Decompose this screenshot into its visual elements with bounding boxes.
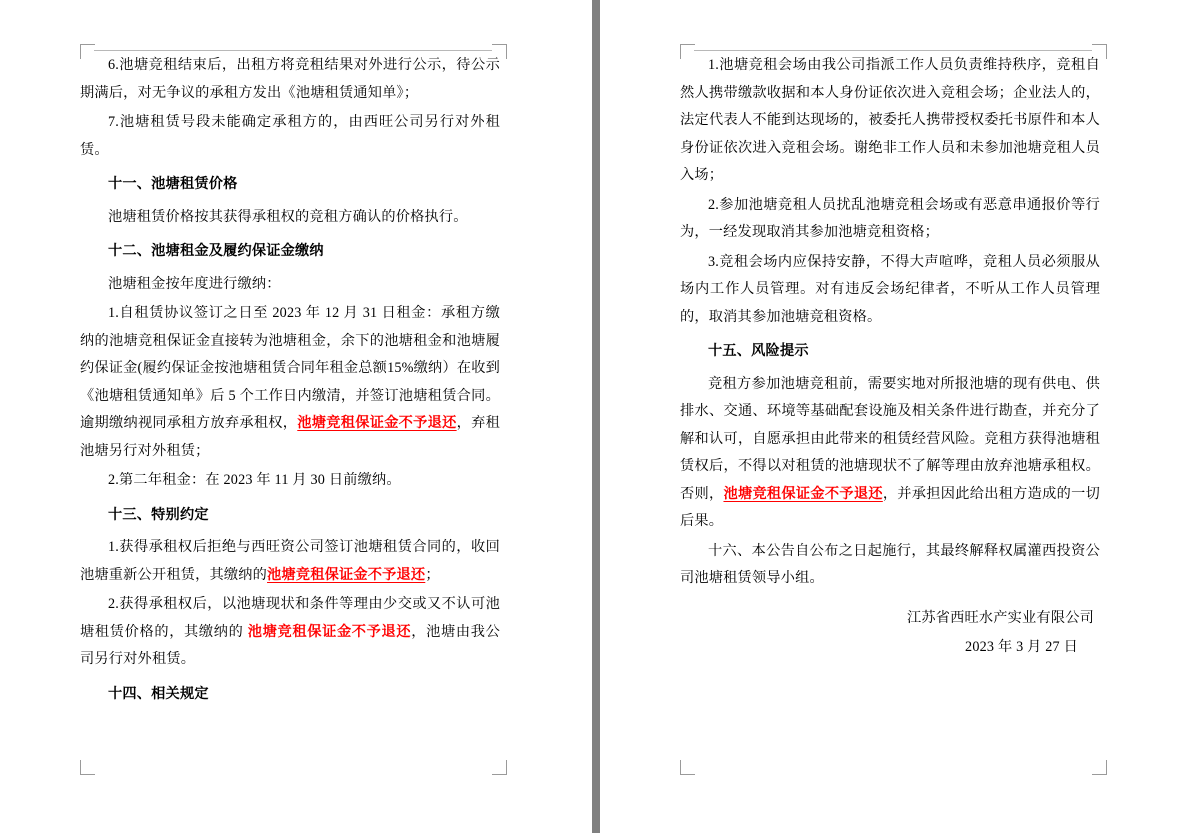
paragraph: 1.池塘竞租会场由我公司指派工作人员负责维持秩序，竞租自然人携带缴款收据和本人身份证依次进入竞租会场；企业法人的，法定代表人不能到达现场的，被委托人携带授权委托书原件和本人身份证依次进入竞租会场。谢绝非工作人员和未参加池塘竞租人员入场；	[680, 57, 1100, 183]
page-right-content	[680, 52, 1100, 768]
text-run: 1.获得承租权后拒绝与西旺资公司签订池塘租赁合同的，收回池塘重新公开租赁，其缴纳的	[80, 539, 500, 583]
text-run: ，并承担因此给出租方造成的一切后果。	[680, 485, 1100, 529]
paragraph: 2.第二年租金：在 2023 年 11 月 30 日前缴纳。	[108, 472, 401, 488]
section-heading: 十一、池塘租赁价格	[108, 176, 238, 192]
section-heading: 十三、特别约定	[108, 506, 209, 523]
text-run: 1.自租赁协议签订之日至 2023 年 12 月 31 日租金：承租方缴纳的池塘竞租保证金直接转为池塘租金，余下的池塘租金和池塘履约保证金(履约保证金按池塘租赁合同年租金总额15%缴纳）在收到《池塘租赁通知单》后 5 个工作日内缴清，并签订池塘租赁合同。逾期缴纳视同承租方放弃承租权，	[80, 305, 500, 431]
paragraph: 池塘租赁价格按其获得承租权的竞租方确认的价格执行。	[108, 208, 468, 225]
paragraph: 6.池塘竞租结束后，出租方将竞租结果对外进行公示，待公示期满后，对无争议的承租方发出《池塘租赁通知单》；	[80, 57, 500, 101]
text-run: 竞租方参加池塘竞租前，需要实地对所报池塘的现有供电、供排水、交通、环境等基础配套设施及相关条件进行勘查，并充分了解和认可，自愿承担由此带来的租赁经营风险。竞租方获得池塘租赁权后，不得以对租赁的池塘现状不了解等理由放弃池塘承租权。否则，	[680, 375, 1100, 502]
section-heading: 十五、风险提示	[708, 343, 809, 359]
paragraph: 7.池塘租赁号段未能确定承租方的，由西旺公司另行对外租赁。	[80, 114, 500, 158]
document-page-right	[600, 0, 1192, 833]
highlighted-text-run: 池塘竞租保证金不予退还	[247, 623, 412, 640]
text-run: ；	[425, 566, 440, 583]
highlighted-text-run: 池塘竞租保证金不予退还	[267, 566, 426, 583]
section-heading: 十四、相关规定	[108, 685, 209, 702]
paragraph: 池塘租金按年度进行缴纳：	[108, 275, 281, 292]
document-page-left	[0, 0, 592, 833]
text-run: ，弃租池塘另行对外租赁；	[80, 415, 500, 459]
paragraph: 2.参加池塘竞租人员扰乱池塘竞租会场或有恶意串通报价等行为，一经发现取消其参加池塘竞租资格；	[680, 196, 1100, 240]
page-left-content	[80, 52, 500, 768]
paragraph-rich	[80, 300, 500, 465]
section-heading: 十二、池塘租金及履约保证金缴纳	[108, 243, 324, 259]
paragraph-rich	[80, 534, 500, 589]
highlighted-text-run: 池塘竞租保证金不予退还	[723, 485, 883, 502]
highlighted-text-run: 池塘竞租保证金不予退还	[297, 415, 457, 431]
signature-company: 江苏省西旺水产实业有限公司	[906, 609, 1094, 626]
text-run: 2.获得承租权后，以池塘现状和条件等理由少交或又不认可池塘租赁价格的，其缴纳的	[80, 596, 500, 640]
text-run: ，池塘由我公司另行对外租赁。	[80, 623, 500, 667]
signature-date: 2023 年 3 月 27 日	[965, 639, 1078, 655]
header-rule	[694, 50, 1092, 51]
paragraph: 十六、本公告自公布之日起施行，其最终解释权属灌西投资公司池塘租赁领导小组。	[680, 542, 1100, 586]
paragraph-rich	[80, 591, 500, 674]
paragraph-rich	[680, 371, 1100, 536]
paragraph: 3.竞租会场内应保持安静，不得大声喧哗，竞租人员必须服从场内工作人员管理。对有违反会场纪律者，不听从工作人员管理的，取消其参加池塘竞租资格。	[680, 253, 1100, 325]
header-rule	[94, 50, 492, 51]
